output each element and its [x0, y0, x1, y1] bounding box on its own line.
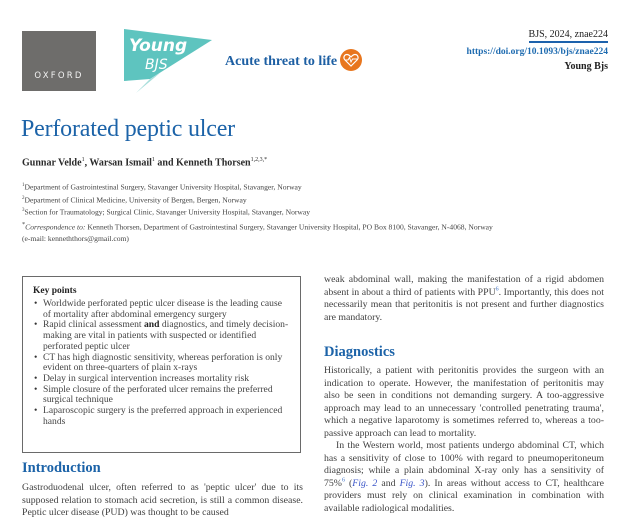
- affiliation-number: 3: [22, 208, 25, 214]
- continuation-paragraph: [324, 274, 604, 324]
- author-name: Warsan Ismail: [89, 157, 152, 169]
- affiliation-item: [22, 193, 310, 206]
- key-point-item: • Worldwide perforated peptic ulcer disease is the leading cause of mortality after abdominal emergency surgery: [33, 299, 292, 320]
- author-affil-sup: 1,2,3,*: [250, 157, 268, 163]
- young-logo-line2: BJS: [145, 57, 168, 73]
- key-point-item: [33, 320, 292, 352]
- paragraph-text: weak abdominal wall, making the manifestation of a rigid abdomen absent in about a third of patients with PPU: [324, 274, 604, 298]
- key-point-text: diagnostics, and timely decision-making are vital in patients with suspected or identified perforated peptic ulcer: [43, 319, 289, 352]
- heart-pulse-icon: [340, 49, 362, 71]
- paragraph-text: and: [377, 477, 400, 489]
- author-affil-sup: 1: [151, 157, 155, 163]
- affiliations: [22, 180, 310, 218]
- correspondence-address: Kenneth Thorsen, Department of Gastrointestinal Surgery, Stavanger University Hospital, PO Box 8100, Stavanger, N-4068, Norway: [85, 222, 493, 232]
- key-points-list: [33, 299, 292, 427]
- correspondence-marker: *: [22, 221, 26, 228]
- key-points-title: Key points: [33, 286, 77, 296]
- key-point-item: • Laparoscopic surgery is the preferred approach in experienced hands: [33, 406, 292, 427]
- affiliation-number: 1: [22, 183, 25, 188]
- introduction-paragraph: Gastroduodenal ulcer, often referred to as 'peptic ulcer' due to its supposed relation to stomach acid secretion, is still a common disease. Peptic ulcer disease (PUD) was thought to be caused: [22, 482, 303, 518]
- correspondence: [22, 219, 493, 244]
- doi-link[interactable]: https://doi.org/10.1093/bjs/znae224: [466, 47, 608, 57]
- author-affil-sup: 1: [81, 157, 85, 163]
- author-separator: and: [154, 157, 177, 169]
- paragraph-text: In the Western world, most patients undergo abdominal CT, which has a sensitivity of close to 100% with regard to pneumoperitoneum diagnosis; while a plain abdominal X-ray only has a sensitivity of 75%: [324, 440, 604, 489]
- diagnostics-body: [324, 365, 604, 515]
- young-bjs-logo: [120, 27, 215, 95]
- key-points-box: [22, 276, 301, 453]
- figure-3-link[interactable]: Fig. 3: [399, 477, 425, 489]
- article-title: Perforated peptic ulcer: [21, 116, 235, 142]
- affiliation-item: [22, 205, 310, 218]
- key-point-text: Rapid clinical assessment: [43, 319, 144, 331]
- journal-name: Young Bjs: [564, 61, 608, 72]
- oxford-logo-text: OXFORD: [34, 71, 84, 81]
- author-separator: ,: [84, 157, 90, 169]
- paragraph-text: (: [344, 477, 353, 489]
- author-list: [22, 157, 267, 168]
- affiliation-number: 2: [22, 195, 25, 201]
- key-point-item: • CT has high diagnostic sensitivity, whereas perforation is only evident on three-quarters of plain x-rays: [33, 353, 292, 374]
- article-category: Acute threat to life: [225, 54, 338, 69]
- reference-link[interactable]: 6: [495, 286, 499, 293]
- affiliation-text: Department of Clinical Medicine, University of Bergen, Bergen, Norway: [24, 195, 247, 205]
- correspondence-email: (e-mail: kenneththors@gmail.com): [22, 233, 129, 243]
- key-point-item: • Simple closure of the perforated ulcer remains the preferred surgical technique: [33, 385, 292, 406]
- introduction-heading: Introduction: [22, 460, 101, 476]
- young-logo-line1: Young: [129, 36, 188, 56]
- affiliation-item: [22, 180, 310, 193]
- affiliation-text: Department of Gastrointestinal Surgery, Stavanger University Hospital, Stavanger, Norway: [24, 182, 302, 192]
- diagnostics-heading: Diagnostics: [324, 344, 395, 360]
- reference-link[interactable]: 6: [341, 477, 345, 484]
- oxford-logo: [22, 31, 96, 91]
- paragraph-text: . Importantly, this does not necessarily mean that peritonitis is not present and further diagnostics are mandatory.: [324, 286, 604, 323]
- key-point-item: • Delay in surgical intervention increases mortality risk: [33, 374, 292, 385]
- paragraph-text: ). In areas without access to CT, healthcare providers must rely on clinical examination in combination with available radiological modalities.: [324, 477, 605, 514]
- diagnostics-paragraph-1: Historically, a patient with peritonitis provides the surgeon with an indication to operate. However, the manifestation of peritonitis may also be seen in conditions not demanding surgery. A too-aggressive approach may lead to an unnecessary 'controlled penetrating trauma', which a negative laparotomy is sometimes referred to, whereas a too-passive approach can lead to mortality.: [324, 365, 604, 439]
- author-name: Kenneth Thorsen: [176, 157, 251, 169]
- affiliation-text: Section for Traumatology; Surgical Clinic, Stavanger University Hospital, Stavanger, Norway: [24, 207, 311, 217]
- key-point-bold: and: [143, 319, 160, 331]
- correspondence-label: Correspondence to:: [25, 222, 86, 232]
- figure-2-link[interactable]: Fig. 2: [352, 477, 378, 489]
- citation: BJS, 2024, znae224: [529, 29, 608, 43]
- diagnostics-paragraph-2: [324, 440, 604, 515]
- author-name: Gunnar Velde: [22, 157, 82, 169]
